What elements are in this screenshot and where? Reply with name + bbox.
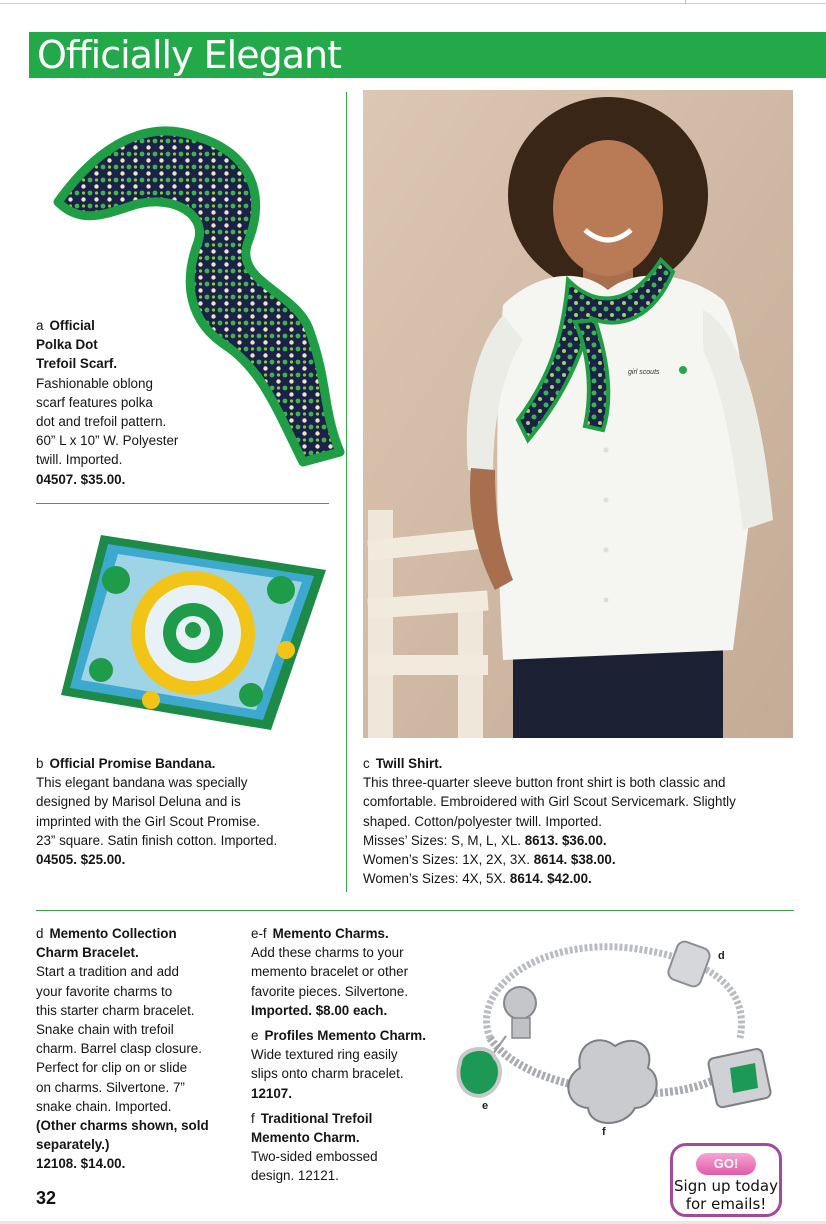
product-letter: d [36,926,44,941]
product-ef-text [251,924,451,1186]
signup-line: for emails! [685,1195,767,1213]
product-price: 12108. $14.00. [36,1156,126,1172]
product-c-text [363,754,793,888]
section-divider-a [36,503,329,504]
product-note: separately.) [36,1137,110,1153]
product-price: Imported. $8.00 each. [251,1002,388,1018]
product-desc-line: Two-sided embossed [251,1149,378,1165]
top-tick [685,0,686,4]
product-desc-line: slips onto charm bracelet. [251,1066,404,1082]
page-title: Officially Elegant [37,33,341,77]
size-label: Women’s Sizes: 1X, 2X, 3X. [363,852,534,868]
product-letter: f [251,1110,255,1126]
product-desc-line: shaped. Cotton/polyester twill. Imported. [363,813,602,829]
product-desc-line: imprinted with the Girl Scout Promise. [36,813,260,829]
product-name: Official Promise Bandana. [49,756,216,771]
product-desc-line: Wide textured ring easily [251,1047,398,1063]
product-desc-line: memento bracelet or other [251,964,409,980]
size-price: 8613. $36.00. [524,832,607,848]
product-desc-line: snake chain. Imported. [36,1098,172,1114]
size-price: 8614. $42.00. [509,871,592,887]
product-desc-line: on charms. Silvertone. 7” [36,1079,185,1095]
product-desc-line: Start a tradition and add [36,964,179,980]
product-desc-line: Snake chain with trefoil [36,1022,174,1038]
size-label: Women’s Sizes: 4X, 5X. [363,871,510,887]
image-label-f: f [602,1126,606,1138]
product-letter: a [36,318,44,333]
product-desc-line: 60” L x 10” W. Polyester [36,433,179,449]
signup-line: Sign up today [674,1177,778,1195]
product-desc-line: favorite pieces. Silvertone. [251,983,409,999]
product-desc-line: comfortable. Embroidered with Girl Scout Servicemark. Slightly [363,794,736,810]
header-band [29,32,826,78]
product-b-text [36,754,336,869]
product-desc-line: this starter charm bracelet. [36,1002,195,1018]
product-name: Official [49,318,95,333]
size-price: 8614. $38.00. [533,852,616,868]
size-label: Misses’ Sizes: S, M, L, XL. [363,832,525,848]
product-sku: 12107. [251,1085,292,1101]
top-border [0,0,826,4]
product-desc-line: twill. Imported. [36,452,123,468]
product-name: Profiles Memento Charm. [264,1028,426,1044]
image-label-e: e [482,1100,489,1112]
size-line [363,869,793,888]
section-divider-d [36,910,794,911]
product-desc-line: designed by Marisol Deluna and is [36,794,241,810]
product-desc-line: This three-quarter sleeve button front shirt is both classic and [363,775,726,791]
product-letter: c [363,756,370,771]
size-line [363,831,793,850]
product-name: Polka Dot [36,337,98,353]
product-name: Memento Charms. [272,926,389,941]
twill-shirt-model-photo[interactable] [363,90,793,738]
product-name: Charm Bracelet. [36,945,139,961]
product-name: Memento Charm. [251,1130,360,1146]
product-desc-line: Perfect for clip on or slide [36,1060,188,1076]
product-name: Twill Shirt. [375,756,443,771]
shirt-logo-text: girl scouts [628,369,660,376]
image-label-d: d [718,950,725,962]
product-price: 04505. $25.00. [36,852,126,868]
product-a-text [36,316,206,489]
charm-bracelet-image[interactable] [450,928,795,1143]
product-desc-line: dot and trefoil pattern. [36,414,167,430]
product-d-text [36,924,246,1174]
product-desc-line: charm. Barrel clasp closure. [36,1041,202,1057]
product-name: Traditional Trefoil [260,1110,373,1126]
product-desc-line: your favorite charms to [36,983,173,999]
product-name: Memento Collection [49,926,177,941]
product-letter: e-f [251,926,267,941]
product-letter: e [251,1028,259,1044]
product-price: 04507. $35.00. [36,471,126,487]
email-signup-promo[interactable] [670,1143,782,1217]
product-desc-line: design. 12121. [251,1168,339,1184]
go-button[interactable]: GO! [696,1153,756,1175]
product-name: Trefoil Scarf. [36,356,118,372]
product-letter: b [36,756,44,771]
product-desc-line: Fashionable oblong [36,375,153,391]
product-desc-line: This elegant bandana was specially [36,775,248,791]
size-line [363,850,793,869]
product-desc-line: 23” square. Satin finish cotton. Imported. [36,832,278,848]
product-note: (Other charms shown, sold [36,1118,209,1134]
product-desc-line: scarf features polka [36,394,153,410]
page-number: 32 [36,1188,57,1208]
promise-bandana-image[interactable] [56,530,331,735]
product-desc-line: Add these charms to your [251,945,404,961]
